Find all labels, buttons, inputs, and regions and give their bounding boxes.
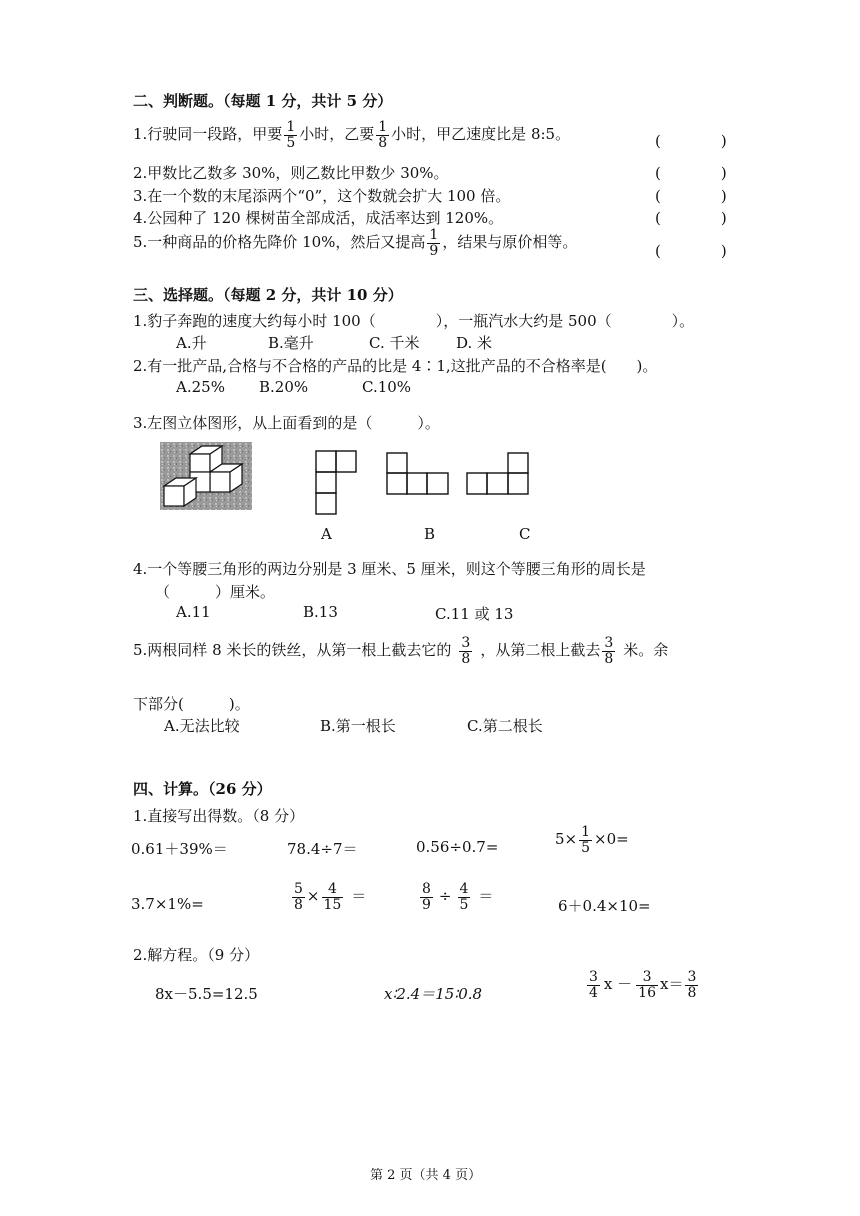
calc-7: $\frac{8}{9}$ ÷ $\frac{4}{5}$ ＝	[422, 881, 494, 913]
choice-q5-line1: 5.两根同样 8 米长的铁丝，从第一根上截去它的 $\frac{3}{8}$ ，从第二根上截去 $\frac{3}{8}$ 米。余	[133, 635, 669, 667]
choice-q2: 2.有一批产品,合格与不合格的产品的比是 4∶1,这批产品的不合格率是( )。	[133, 357, 658, 375]
option-b[interactable]: B.20%	[259, 378, 309, 396]
judge-q1: 1.行驶同一段路，甲要 $\frac{1}{5}$ 小时，乙要 $\frac{1}{8}$ 小时，甲乙速度比是 8:5。	[133, 119, 571, 151]
choice-q3: 3.左图立体图形，从上面看到的是（ ）。	[133, 414, 440, 432]
choice-q1: 1.豹子奔跑的速度大约每小时 100（ ），一瓶汽水大约是 500（ ）。	[133, 312, 695, 330]
section2-title: 二、判断题。（每题 1 分，共计 5 分）	[133, 92, 393, 110]
figure-label-b[interactable]: B	[424, 525, 436, 543]
equation-2: x∶2.4＝15∶0.8	[384, 985, 483, 1003]
option-b[interactable]: B.13	[303, 603, 338, 621]
top-view-option-a	[315, 450, 359, 516]
fraction: $\frac{1}{8}$	[378, 119, 388, 151]
fraction: $\frac{1}{5}$	[581, 824, 591, 856]
calc-3: 0.56÷0.7=	[416, 838, 499, 856]
calc-8: 6＋0.4×10=	[558, 897, 651, 915]
fraction: $\frac{1}{5}$	[286, 119, 296, 151]
figure-label-a[interactable]: A	[321, 525, 332, 543]
fraction: $\frac{4}{5}$	[459, 881, 469, 913]
judge-q4: 4.公园种了 120 棵树苗全部成活，成活率达到 120%。	[133, 209, 504, 227]
choice-q5-line2: 下部分( )。	[133, 695, 250, 713]
judge-q3: 3.在一个数的末尾添两个“0”，这个数就会扩大 100 倍。	[133, 187, 511, 205]
option-b[interactable]: B.第一根长	[320, 717, 396, 735]
fraction: $\frac{3}{8}$	[687, 969, 697, 1001]
option-a[interactable]: A.11	[176, 603, 211, 621]
fraction: $\frac{3}{8}$	[461, 635, 471, 667]
fraction: $\frac{3}{8}$	[604, 635, 614, 667]
fraction: $\frac{3}{4}$	[589, 969, 598, 1001]
equation-3: $\frac{3}{4}$ x － $\frac{3}{16}$ x＝ $\frac{3}{8}$	[589, 969, 697, 1001]
fraction: $\frac{3}{16}$	[638, 969, 656, 1001]
top-view-option-b	[386, 452, 450, 496]
calc-1: 0.61＋39%＝	[131, 840, 228, 858]
fraction: $\frac{5}{8}$	[294, 881, 303, 913]
answer-paren[interactable]: ( )	[655, 242, 727, 260]
answer-paren[interactable]: ( )	[655, 209, 727, 227]
calc-4: 5× $\frac{1}{5}$ ×0=	[555, 824, 629, 856]
calc-2: 78.4÷7＝	[287, 840, 358, 858]
equation-1: 8x－5.5=12.5	[155, 985, 258, 1003]
answer-paren[interactable]: ( )	[655, 187, 727, 205]
section3-title: 三、选择题。（每题 2 分，共计 10 分）	[133, 286, 403, 304]
cube-solid-figure	[160, 442, 252, 510]
option-b[interactable]: B.毫升	[268, 334, 314, 352]
choice-q4-line1: 4.一个等腰三角形的两边分别是 3 厘米、5 厘米，则这个等腰三角形的周长是	[133, 560, 646, 578]
option-a[interactable]: A.无法比较	[164, 717, 240, 735]
subsection-direct-calc: 1.直接写出得数。（8 分）	[133, 807, 305, 825]
option-c[interactable]: C.第二根长	[467, 717, 543, 735]
fraction: $\frac{1}{9}$	[429, 227, 439, 259]
judge-q2: 2.甲数比乙数多 30%，则乙数比甲数少 30%。	[133, 164, 449, 182]
fraction: $\frac{8}{9}$	[422, 881, 431, 913]
option-d[interactable]: D. 米	[456, 334, 493, 352]
calc-5: 3.7×1%=	[131, 895, 204, 913]
option-a[interactable]: A.25%	[176, 378, 225, 396]
judge-q5: 5.一种商品的价格先降价 10%，然后又提高 $\frac{1}{9}$ ，结果与原价相等。	[133, 227, 578, 259]
fraction: $\frac{4}{15}$	[323, 881, 342, 913]
section4-title: 四、计算。（26 分）	[133, 780, 272, 798]
top-view-option-c	[466, 452, 530, 496]
q-text: 1.行驶同一段路，甲要	[133, 125, 283, 144]
page-footer: 第 2 页（共 4 页）	[370, 1168, 482, 1183]
choice-q4-line2: （ ）厘米。	[155, 583, 276, 601]
figure-label-c[interactable]: C	[519, 525, 531, 543]
option-c[interactable]: C. 千米	[369, 334, 420, 352]
option-c[interactable]: C.10%	[362, 378, 412, 396]
subsection-equations: 2.解方程。（9 分）	[133, 946, 260, 964]
answer-paren[interactable]: ( )	[655, 132, 727, 150]
option-a[interactable]: A.升	[176, 334, 207, 352]
option-c[interactable]: C.11 或 13	[435, 605, 514, 623]
answer-paren[interactable]: ( )	[655, 164, 727, 182]
calc-6: $\frac{5}{8}$ × $\frac{4}{15}$ ＝	[294, 881, 367, 913]
